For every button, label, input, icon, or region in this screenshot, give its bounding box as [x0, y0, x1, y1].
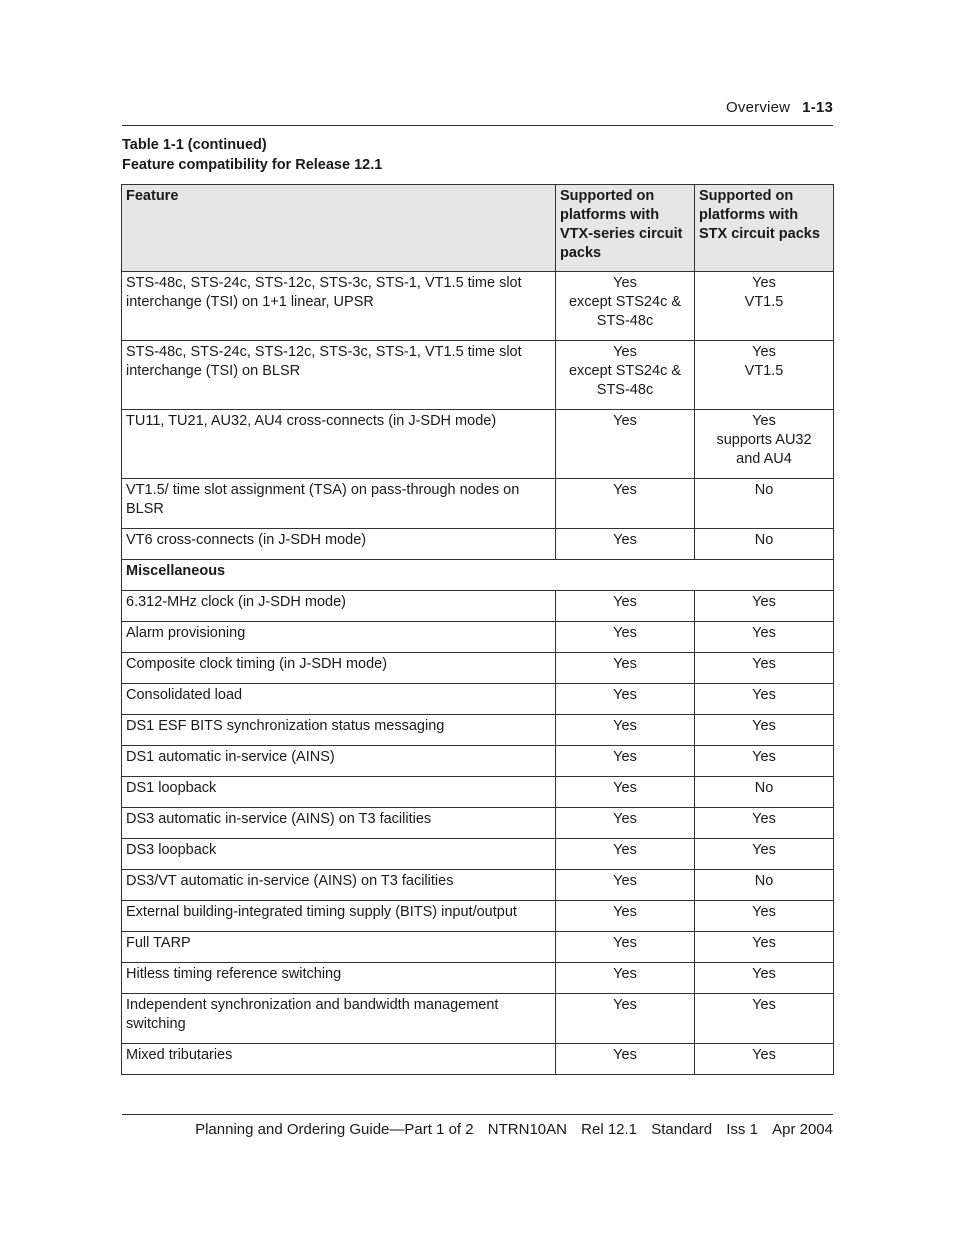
feature-cell: Independent synchronization and bandwidth management switching — [122, 994, 556, 1044]
table-row — [122, 777, 834, 808]
page-footer — [122, 1114, 833, 1138]
feature-cell: VT6 cross-connects (in J-SDH mode) — [122, 529, 556, 560]
stx-support-cell: Yes — [695, 684, 834, 715]
footer-release: Rel 12.1 — [581, 1121, 638, 1138]
table-row — [122, 870, 834, 901]
vtx-support-cell: Yes — [556, 746, 695, 777]
vtx-support-cell: Yes except STS24c & STS-48c — [556, 341, 695, 410]
caption-table-number: Table 1-1 (continued) — [122, 137, 267, 153]
feature-cell: Full TARP — [122, 932, 556, 963]
table-header-row — [122, 185, 834, 272]
vtx-support-cell: Yes — [556, 622, 695, 653]
table-row — [122, 591, 834, 622]
table-row — [122, 529, 834, 560]
vtx-support-cell: Yes — [556, 932, 695, 963]
column-header-stx: Supported on platforms with STX circuit packs — [695, 185, 834, 272]
stx-support-cell: Yes — [695, 622, 834, 653]
page-header — [122, 99, 833, 126]
caption-table-title: Feature compatibility for Release 12.1 — [122, 156, 383, 173]
table-row — [122, 1044, 834, 1075]
feature-cell: Hitless timing reference switching — [122, 963, 556, 994]
vtx-support-cell: Yes — [556, 529, 695, 560]
feature-cell: DS3/VT automatic in-service (AINS) on T3 facilities — [122, 870, 556, 901]
vtx-support-cell: Yes — [556, 994, 695, 1044]
table-row — [122, 410, 834, 479]
table-row — [122, 272, 834, 341]
stx-support-cell: Yes — [695, 591, 834, 622]
feature-cell: DS1 automatic in-service (AINS) — [122, 746, 556, 777]
table-row — [122, 715, 834, 746]
table-row — [122, 684, 834, 715]
vtx-support-cell: Yes — [556, 591, 695, 622]
footer-issue: Iss 1 — [726, 1121, 758, 1138]
vtx-support-cell: Yes — [556, 870, 695, 901]
table-row — [122, 341, 834, 410]
vtx-support-cell: Yes — [556, 684, 695, 715]
header-text — [726, 99, 833, 116]
stx-support-cell: Yes — [695, 715, 834, 746]
table-row — [122, 746, 834, 777]
feature-cell: Mixed tributaries — [122, 1044, 556, 1075]
stx-support-cell: Yes — [695, 1044, 834, 1075]
header-section-title: Overview — [726, 99, 791, 116]
footer-text — [195, 1121, 833, 1138]
footer-guide-title: Planning and Ordering Guide—Part 1 of 2 — [195, 1121, 474, 1138]
feature-compatibility-table — [121, 184, 834, 1075]
column-header-feature: Feature — [122, 185, 556, 272]
footer-document-number: NTRN10AN — [487, 1121, 567, 1138]
table-row — [122, 808, 834, 839]
stx-support-cell: No — [695, 529, 834, 560]
stx-support-cell: Yes — [695, 994, 834, 1044]
column-header-vtx: Supported on platforms with VTX-series circuit packs — [556, 185, 695, 272]
vtx-support-cell: Yes — [556, 653, 695, 684]
feature-cell: Consolidated load — [122, 684, 556, 715]
footer-date: Apr 2004 — [772, 1121, 833, 1138]
section-row-miscellaneous — [122, 560, 834, 591]
feature-cell: DS1 ESF BITS synchronization status messaging — [122, 715, 556, 746]
section-title: Miscellaneous — [122, 560, 834, 591]
vtx-support-cell: Yes — [556, 410, 695, 479]
table-row — [122, 479, 834, 529]
vtx-support-cell: Yes — [556, 901, 695, 932]
table-row — [122, 963, 834, 994]
feature-cell: DS1 loopback — [122, 777, 556, 808]
stx-support-cell: Yes — [695, 901, 834, 932]
stx-support-cell: Yes — [695, 839, 834, 870]
table-row — [122, 994, 834, 1044]
table-row — [122, 622, 834, 653]
table-caption — [122, 136, 382, 175]
vtx-support-cell: Yes — [556, 963, 695, 994]
feature-cell: 6.312-MHz clock (in J-SDH mode) — [122, 591, 556, 622]
vtx-support-cell: Yes — [556, 808, 695, 839]
table-row — [122, 932, 834, 963]
stx-support-cell: No — [695, 777, 834, 808]
feature-cell: TU11, TU21, AU32, AU4 cross-connects (in J-SDH mode) — [122, 410, 556, 479]
stx-support-cell: Yes — [695, 808, 834, 839]
feature-cell: VT1.5/ time slot assignment (TSA) on pass-through nodes on BLSR — [122, 479, 556, 529]
stx-support-cell: Yes supports AU32 and AU4 — [695, 410, 834, 479]
vtx-support-cell: Yes — [556, 715, 695, 746]
stx-support-cell: Yes — [695, 963, 834, 994]
vtx-support-cell: Yes — [556, 1044, 695, 1075]
vtx-support-cell: Yes — [556, 479, 695, 529]
table-row — [122, 901, 834, 932]
vtx-support-cell: Yes except STS24c & STS-48c — [556, 272, 695, 341]
feature-cell: DS3 loopback — [122, 839, 556, 870]
table-row — [122, 839, 834, 870]
feature-cell: STS-48c, STS-24c, STS-12c, STS-3c, STS-1, VT1.5 time slot interchange (TSI) on 1+1 linear, UPSR — [122, 272, 556, 341]
stx-support-cell: No — [695, 870, 834, 901]
feature-cell: DS3 automatic in-service (AINS) on T3 facilities — [122, 808, 556, 839]
table-row — [122, 653, 834, 684]
feature-cell: Composite clock timing (in J-SDH mode) — [122, 653, 556, 684]
stx-support-cell: Yes — [695, 746, 834, 777]
stx-support-cell: Yes VT1.5 — [695, 272, 834, 341]
header-page-number: 1-13 — [802, 99, 833, 116]
vtx-support-cell: Yes — [556, 839, 695, 870]
stx-support-cell: Yes — [695, 932, 834, 963]
vtx-support-cell: Yes — [556, 777, 695, 808]
stx-support-cell: Yes — [695, 653, 834, 684]
footer-status: Standard — [651, 1121, 713, 1138]
stx-support-cell: Yes VT1.5 — [695, 341, 834, 410]
stx-support-cell: No — [695, 479, 834, 529]
feature-cell: Alarm provisioning — [122, 622, 556, 653]
feature-cell: STS-48c, STS-24c, STS-12c, STS-3c, STS-1, VT1.5 time slot interchange (TSI) on BLSR — [122, 341, 556, 410]
feature-cell: External building-integrated timing supply (BITS) input/output — [122, 901, 556, 932]
